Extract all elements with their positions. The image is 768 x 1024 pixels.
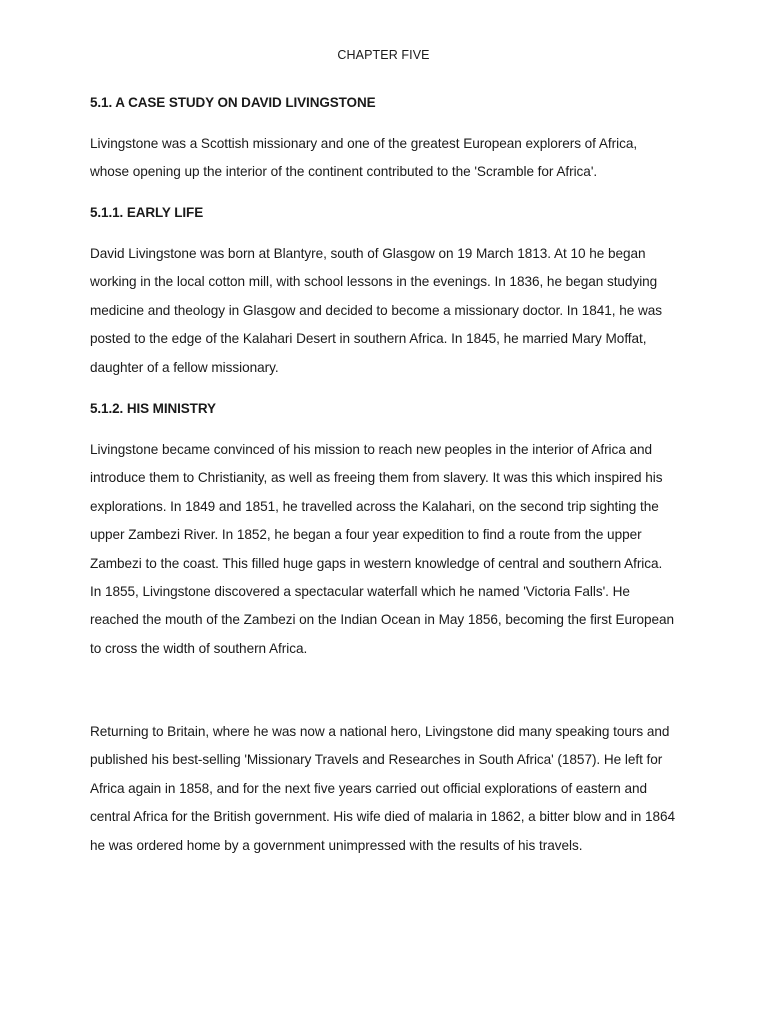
section-heading-case-study: 5.1. A CASE STUDY ON DAVID LIVINGSTONE	[90, 95, 376, 110]
early-life-paragraph: David Livingstone was born at Blantyre, south of Glasgow on 19 March 1813. At 10 he began working in the local cotton mill, with school lessons in the evenings. In 1836, he began studying medicine and theology in Glasgow and decided to become a missionary doctor. In 1841, he was posted to the edge of the Kalahari Desert in southern Africa. In 1845, he married Mary Moffat, daughter of a fellow missionary.	[90, 246, 663, 375]
intro-paragraph: Livingstone was a Scottish missionary and one of the greatest European explorers of Africa, whose opening up the interior of the continent contributed to the 'Scramble for Africa'.	[90, 136, 638, 180]
section-heading-early-life: 5.1.1. EARLY LIFE	[90, 205, 204, 220]
chapter-title: CHAPTER FIVE	[337, 48, 430, 62]
ministry-paragraph: Livingstone became convinced of his mission to reach new peoples in the interior of Africa and introduce them to Christianity, as well as freeing them from slavery. It was this which inspired his explorations. In 1849 and 1851, he travelled across the Kalahari, on the second trip sighting the upper Zambezi River. In 1852, he began a four year expedition to find a route from the upper Zambezi to the coast. This filled huge gaps in western knowledge of central and southern Africa. In 1855, Livingstone discovered a spectacular waterfall which he named 'Victoria Falls'. He reached the mouth of the Zambezi on the Indian Ocean in May 1856, becoming the first European to cross the width of southern Africa.	[90, 442, 675, 656]
ministry-paragraph-2: Returning to Britain, where he was now a national hero, Livingstone did many speaking tours and published his best-selling 'Missionary Travels and Researches in South Africa' (1857). He left for Africa again in 1858, and for the next five years carried out official explorations of eastern and central Africa for the British government. His wife died of malaria in 1862, a bitter blow and in 1864 he was ordered home by a government unimpressed with the results of his travels.	[90, 724, 676, 853]
section-heading-ministry: 5.1.2. HIS MINISTRY	[90, 401, 216, 416]
